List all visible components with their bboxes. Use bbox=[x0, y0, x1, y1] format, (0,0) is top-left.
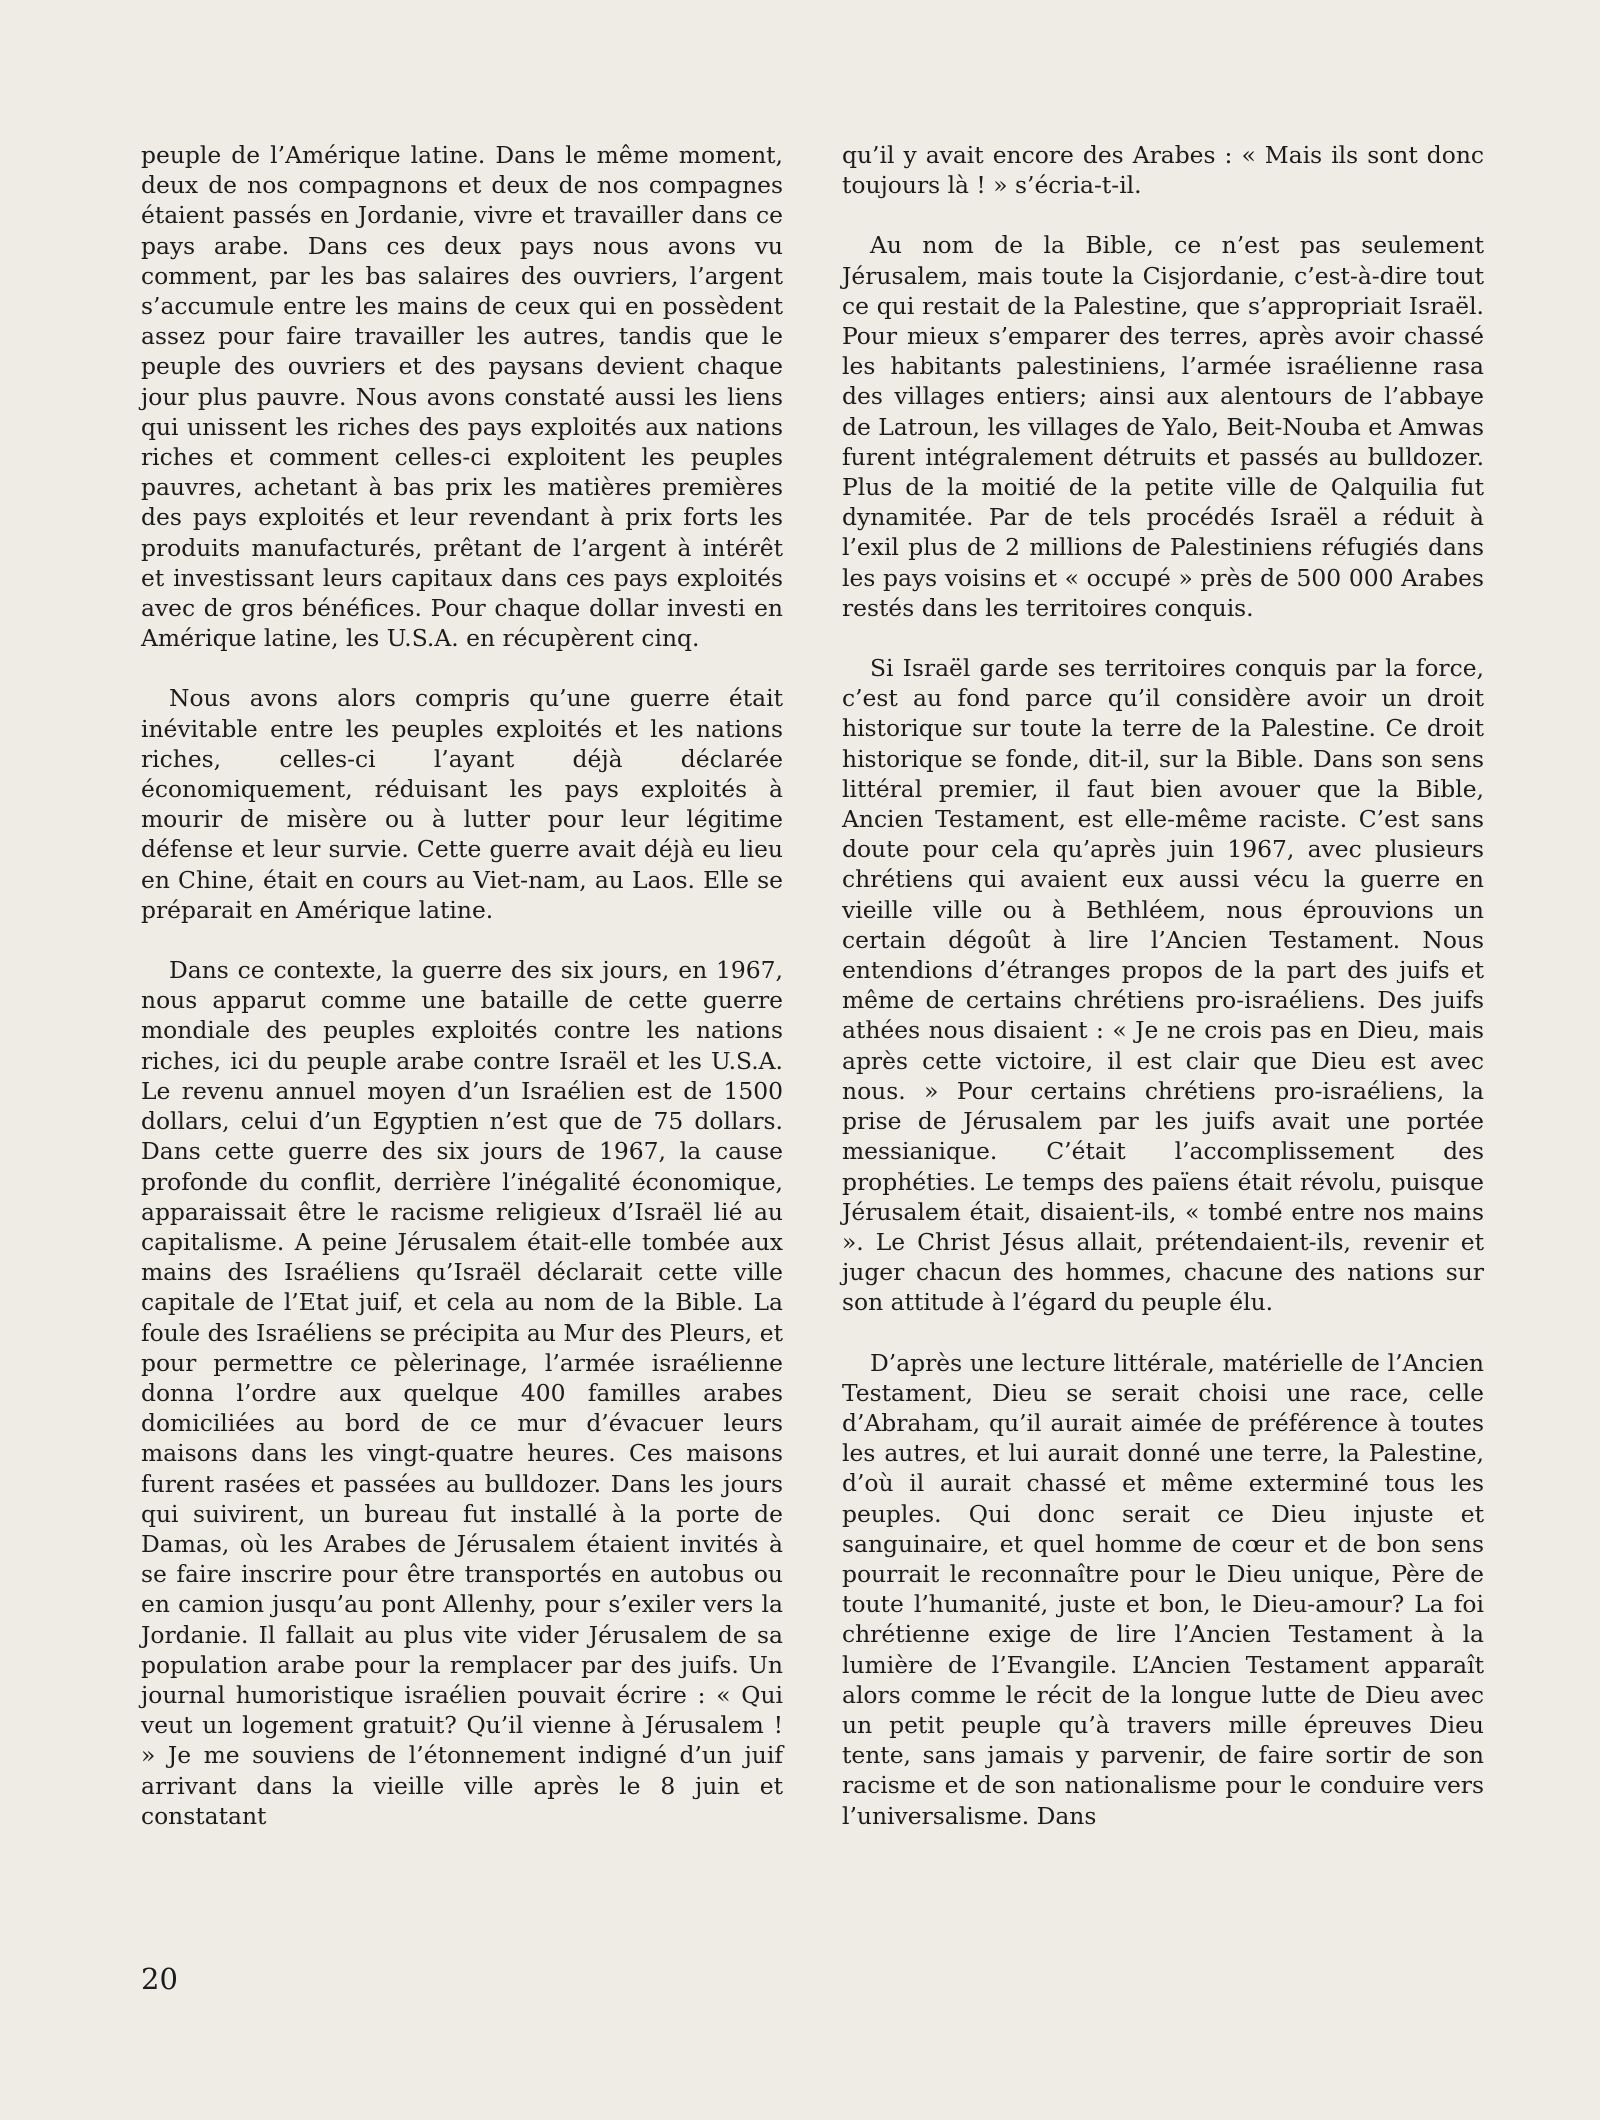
paragraph: Nous avons alors compris qu’une guerre était inévitable entre les peuples exploités et les nations riches, celles-ci l’ayant déjà déclarée économiquement, réduisant les pays exploités à mourir de misère ou à lutter pour leur légitime défense et leur survie. Cette guerre avait déjà eu lieu en Chine, était en cours au Viet-nam, au Laos. Elle se préparait en Amérique latine. bbox=[141, 684, 783, 924]
left-column bbox=[141, 140, 783, 1831]
paragraph: Au nom de la Bible, ce n’est pas seulement Jérusalem, mais toute la Cisjordanie, c’est-à-dire tout ce qui restait de la Palestine, que s’appropriait Israël. Pour mieux s’emparer des terres, après avoir chassé les habitants palestiniens, l’armée israélienne rasa des villages entiers; ainsi aux alentours de l’abbaye de Latroun, les villages de Yalo, Beit-Nouba et Amwas furent intégralement détruits et passés au bulldozer. Plus de la moitié de la petite ville de Qalquilia fut dynamitée. Par de tels procédés Israël a réduit à l’exil plus de 2 millions de Palestiniens réfugiés dans les pays voisins et « occupé » près de 500 000 Arabes restés dans les territoires conquis. bbox=[842, 231, 1484, 622]
paragraph: peuple de l’Amérique latine. Dans le même moment, deux de nos compagnons et deux de nos compagnes étaient passés en Jordanie, vivre et travailler dans ce pays arabe. Dans ces deux pays nous avons vu comment, par les bas salaires des ouvriers, l’argent s’accumule entre les mains de ceux qui en possèdent assez pour faire travailler les autres, tandis que le peuple des ouvriers et des paysans devient chaque jour plus pauvre. Nous avons constaté aussi les liens qui unissent les riches des pays exploités aux nations riches et comment celles-ci exploitent les peuples pauvres, achetant à bas prix les matières premières des pays exploités et leur revendant à prix forts les produits manufacturés, prêtant de l’argent à intérêt et investissant leurs capitaux dans ces pays exploités avec de gros bénéfices. Pour chaque dollar investi en Amérique latine, les U.S.A. en récupèrent cinq. bbox=[141, 141, 783, 653]
paragraph: qu’il y avait encore des Arabes : « Mais ils sont donc toujours là ! » s’écria-t-il. bbox=[842, 141, 1484, 200]
paragraph: Dans ce contexte, la guerre des six jours, en 1967, nous apparut comme une bataille de cette guerre mondiale des peuples exploités contre les nations riches, ici du peuple arabe contre Israël et les U.S.A. Le revenu annuel moyen d’un Israélien est de 1500 dollars, celui d’un Egyptien n’est que de 75 dollars. Dans cette guerre des six jours de 1967, la cause profonde du conflit, derrière l’inégalité économique, apparaissait être le racisme religieux d’Israël lié au capitalisme. A peine Jérusalem était-elle tombée aux mains des Israéliens qu’Israël déclarait cette ville capitale de l’Etat juif, et cela au nom de la Bible. La foule des Israéliens se précipita au Mur des Pleurs, et pour permettre ce pèlerinage, l’armée israélienne donna l’ordre aux quelque 400 familles arabes domiciliées au bord de ce mur d’évacuer leurs maisons dans les vingt-quatre heures. Ces maisons furent rasées et passées au bulldozer. Dans les jours qui suivirent, un bureau fut installé à la porte de Damas, où les Arabes de Jérusalem étaient invités à se faire inscrire pour être transportés en autobus ou en camion jusqu’au pont Allenhy, pour s’exiler vers la Jordanie. Il fallait au plus vite vider Jérusalem de sa population arabe pour la remplacer par des juifs. Un journal humoristique israélien pouvait écrire : « Qui veut un logement gratuit? Qu’il vienne à Jérusalem ! » Je me souviens de l’étonnement indigné d’un juif arrivant dans la vieille ville après le 8 juin et constatant bbox=[141, 956, 783, 1830]
right-column bbox=[842, 140, 1484, 1831]
paragraph: D’après une lecture littérale, matérielle de l’Ancien Testament, Dieu se serait choisi une race, celle d’Abraham, qu’il aurait aimée de préférence à toutes les autres, et lui aurait donné une terre, la Palestine, d’où il aurait chassé et même exterminé tous les peuples. Qui donc serait ce Dieu injuste et sanguinaire, et quel homme de cœur et de bon sens pourrait le reconnaître pour le Dieu unique, Père de toute l’humanité, juste et bon, le Dieu-amour? La foi chrétienne exige de lire l’Ancien Testament à la lumière de l’Evangile. L’Ancien Testament apparaît alors comme le récit de la longue lutte de Dieu avec un petit peuple qu’à travers mille épreuves Dieu tente, sans jamais y parvenir, de faire sortir de son racisme et de son nationalisme pour le conduire vers l’universalisme. Dans bbox=[842, 1348, 1484, 1830]
paragraph: Si Israël garde ses territoires conquis par la force, c’est au fond parce qu’il considère avoir un droit historique sur toute la terre de la Palestine. Ce droit historique se fonde, dit-il, sur la Bible. Dans son sens littéral premier, il faut bien avouer que la Bible, Ancien Testament, est elle-même raciste. C’est sans doute pour cela qu’après juin 1967, avec plusieurs chrétiens qui avaient eux aussi vécu la guerre en vieille ville ou à Bethléem, nous éprouvions un certain dégoût à lire l’Ancien Testament. Nous entendions d’étranges propos de la part des juifs et même de certains chrétiens pro-israéliens. Des juifs athées nous disaient : « Je ne crois pas en Dieu, mais après cette victoire, il est clair que Dieu est avec nous. » Pour certains chrétiens pro-israéliens, la prise de Jérusalem par les juifs avait une portée messianique. C’était l’accomplissement des prophéties. Le temps des païens était révolu, puisque Jérusalem était, disaient-ils, « tombé entre nos mains ». Le Christ Jésus allait, prétendaient-ils, revenir et juger chacun des hommes, chacune des nations sur son attitude à l’égard du peuple élu. bbox=[842, 654, 1484, 1317]
page-number: 20 bbox=[141, 1962, 178, 1996]
